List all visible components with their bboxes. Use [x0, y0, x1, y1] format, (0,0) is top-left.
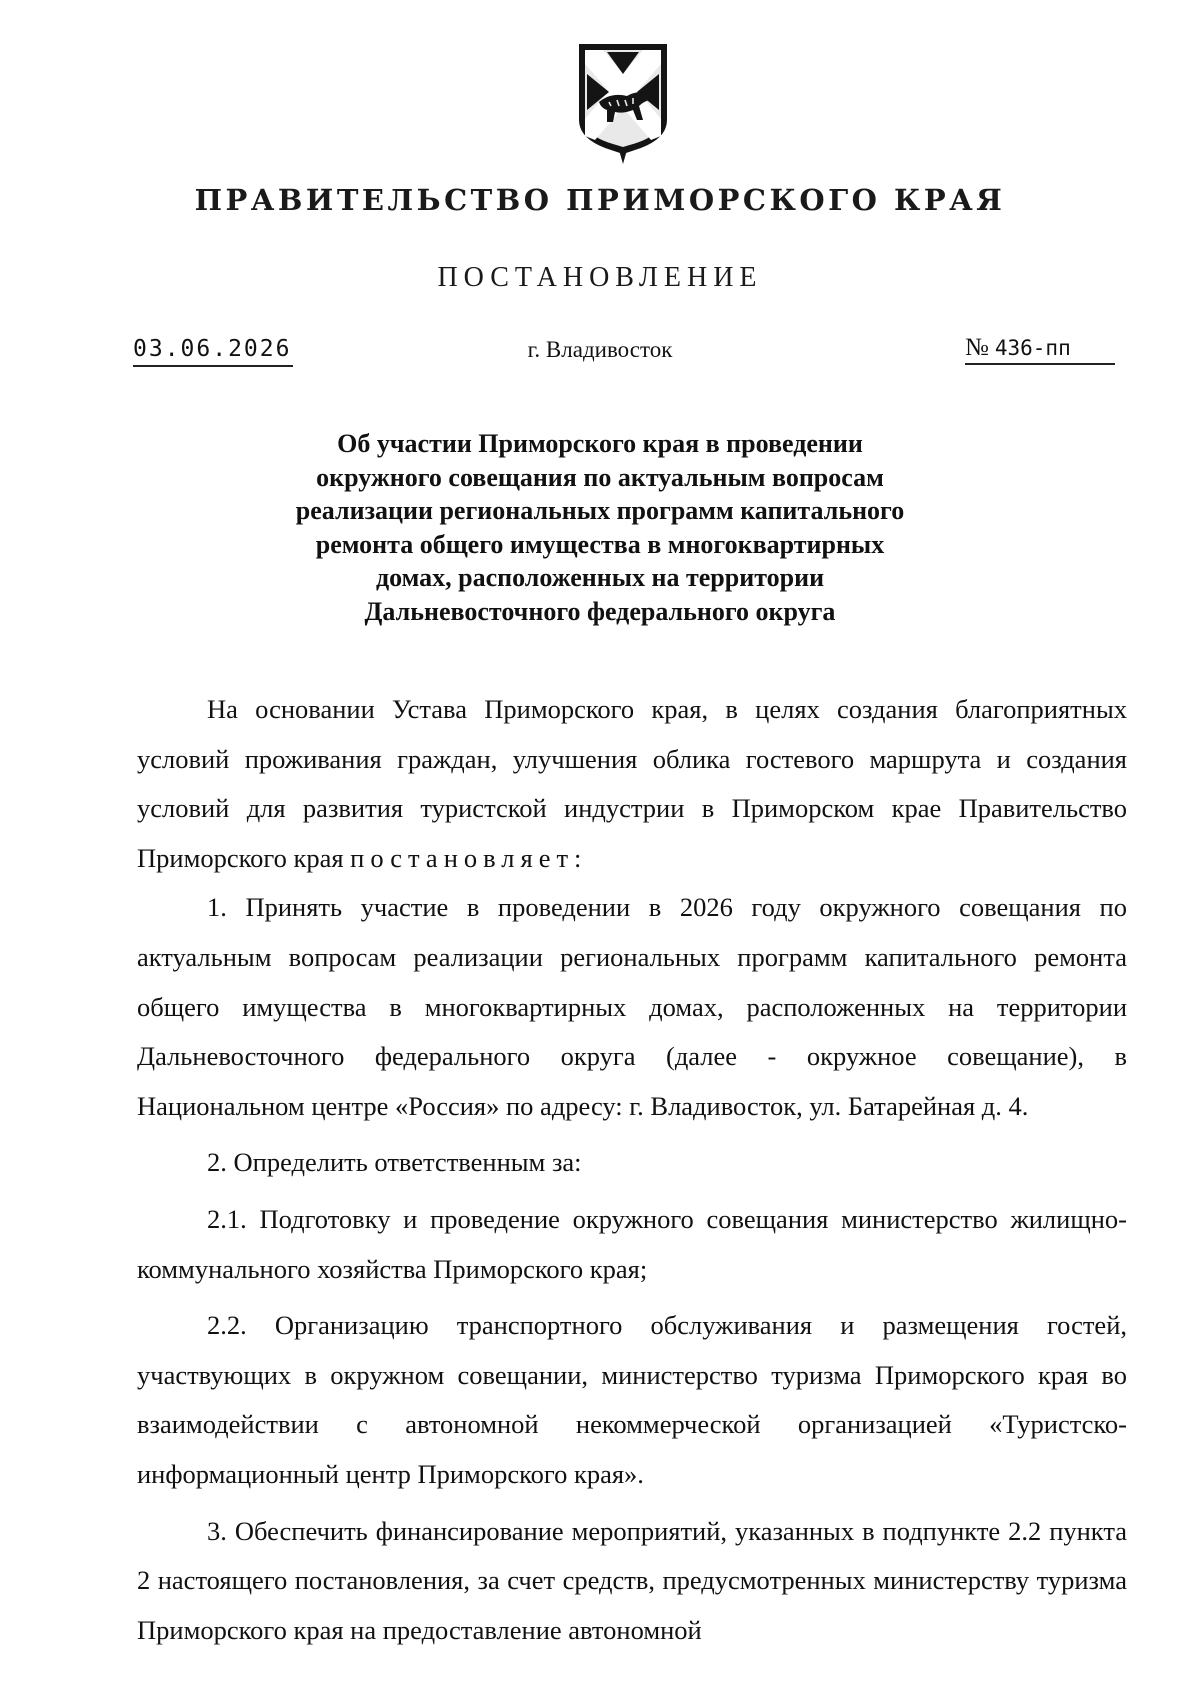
- clause-2-1: 2.1. Подготовку и проведение окружного совещания министерство жилищно-коммунального хозяйства Приморского края;: [137, 1203, 1127, 1284]
- title-line: домах, расположенных на территории: [375, 563, 825, 592]
- clause-1: 1. Принять участие в проведении в 2026 году окружного совещания по актуальным вопросам реализации региональных программ капитального ремонта общего имущества в многоквартирных домах, расположенных на территории Дальневосточного федерального округа (далее - окружное совещание), в Национальном центре «Россия» по адресу: г. Владивосток, ул. Батарейная д. 4.: [137, 892, 1127, 1121]
- clause-2: 2. Определить ответственным за:: [207, 1147, 582, 1178]
- resolves-word: постановляет:: [350, 842, 588, 873]
- title-line: Дальневосточного федерального округа: [364, 596, 836, 626]
- government-name: ПРАВИТЕЛЬСТВО ПРИМОРСКОГО КРАЯ: [194, 183, 1006, 217]
- document-city: г. Владивосток: [527, 337, 673, 362]
- title-line: ремонта общего имущества в многоквартирных: [315, 529, 885, 559]
- document-number: 436-пп: [994, 336, 1071, 360]
- title-line: реализации региональных программ капитального: [295, 496, 905, 525]
- coat-of-arms-emblem: [573, 40, 673, 165]
- preamble-paragraph: [137, 685, 1127, 883]
- preamble-text: На основании Устава Приморского края, в целях создания благоприятных условий проживания граждан, улучшения облика гостевого маршрута и создания условий для развития туристской индустрии в Приморском крае Правительство Приморского края: [137, 694, 1127, 873]
- clause-3: 3. Обеспечить финансирование мероприятий, указанных в подпункте 2.2 пункта 2 настоящего постановления, за счет средств, предусмотренных министерству туризма Приморского края на предоставление автономной: [137, 1515, 1127, 1645]
- document-title: [200, 427, 1000, 628]
- document-type: ПОСТАНОВЛЕНИЕ: [437, 262, 763, 293]
- document-body: [137, 685, 1127, 1655]
- clause-2-2: 2.2. Организацию транспортного обслуживания и размещения гостей, участвующих в окружном совещании, министерство туризма Приморского края во взаимодействии с автономной некоммерческой организацией «Туристско-информационный центр Приморского края».: [137, 1310, 1127, 1489]
- document-date: 03.06.2026: [133, 334, 293, 367]
- title-line: Об участии Приморского края в проведении: [337, 429, 863, 458]
- document-number-field: [965, 333, 1115, 365]
- number-sign: №: [965, 334, 989, 361]
- title-line: окружного совещания по актуальным вопросам: [316, 462, 884, 492]
